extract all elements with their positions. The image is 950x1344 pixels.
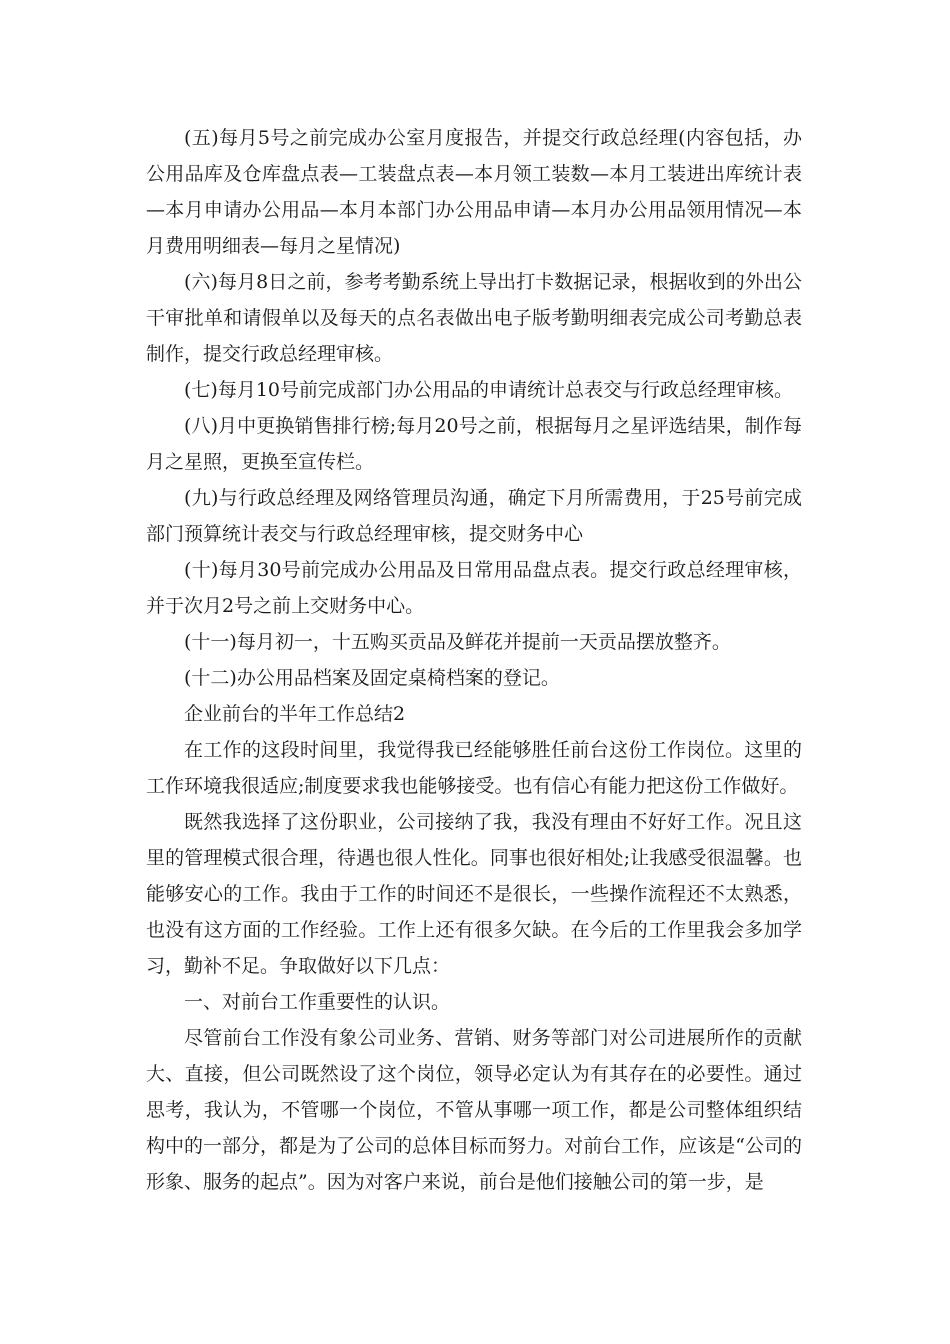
paragraph-item-8-sales-ranking: (八)月中更换销售排行榜;每月20号之前，根据每月之星评选结果，制作每月之星照，更换至宣传栏。	[146, 415, 802, 473]
section-title: 企业前台的半年工作总结2	[184, 703, 406, 725]
paragraph-item-9-budget: (九)与行政总经理及网络管理员沟通，确定下月所需费用，于25号前完成部门预算统计表交与行政总经理审核，提交财务中心	[146, 487, 802, 545]
paragraph-item-12-archives: (十二)办公用品档案及固定桌椅档案的登记。	[184, 667, 560, 689]
paragraph-importance: 尽管前台工作没有象公司业务、营销、财务等部门对公司进展所作的贡献大、直接，但公司既然设了这个岗位，领导必定认为有其存在的必要性。通过思考，我认为，不管哪一个岗位，不管从事哪一项工作，都是公司整体组织结构中的一部分，都是为了公司的总体目标而努力。对前台工作，应该是“公司的形象、服务的起点”。因为对客户来说，前台是他们接触公司的第一步，是	[146, 1027, 802, 1193]
paragraph-item-5-monthly-report: (五)每月5号之前完成办公室月度报告，并提交行政总经理(内容包括，办公用品库及仓库盘点表—工装盘点表—本月领工装数—本月工装进出库统计表—本月申请办公用品—本月本部门办公用品申请—本月办公用品领用情况—本月费用明细表—每月之星情况)	[146, 127, 802, 257]
paragraph-item-11-offerings: (十一)每月初一，十五购买贡品及鲜花并提前一天贡品摆放整齐。	[184, 631, 731, 653]
subheading-importance: 一、对前台工作重要性的认识。	[184, 991, 451, 1013]
paragraph-item-7-supplies-request: (七)每月10号前完成部门办公用品的申请统计总表交与行政总经理审核。	[184, 379, 794, 401]
document-page	[146, 120, 802, 1200]
paragraph-commitment: 既然我选择了这份职业，公司接纳了我，我没有理由不好好工作。况且这里的管理模式很合理，待遇也很人性化。同事也很好相处;让我感受很温馨。也能够安心的工作。我由于工作的时间还不是很长，一些操作流程还不太熟悉，也没有这方面的工作经验。工作上还有很多欠缺。在今后的工作里我会多加学习，勤补不足。争取做好以下几点：	[146, 811, 802, 977]
paragraph-item-10-inventory: (十)每月30号前完成办公用品及日常用品盘点表。提交行政总经理审核，并于次月2号之前上交财务中心。	[146, 559, 802, 617]
paragraph-intro: 在工作的这段时间里，我觉得我已经能够胜任前台这份工作岗位。这里的工作环境我很适应;制度要求我也能够接受。也有信心有能力把这份工作做好。	[146, 739, 802, 797]
paragraph-item-6-attendance: (六)每月8日之前，参考考勤系统上导出打卡数据记录，根据收到的外出公干审批单和请假单以及每天的点名表做出电子版考勤明细表完成公司考勤总表制作，提交行政总经理审核。	[146, 271, 802, 365]
